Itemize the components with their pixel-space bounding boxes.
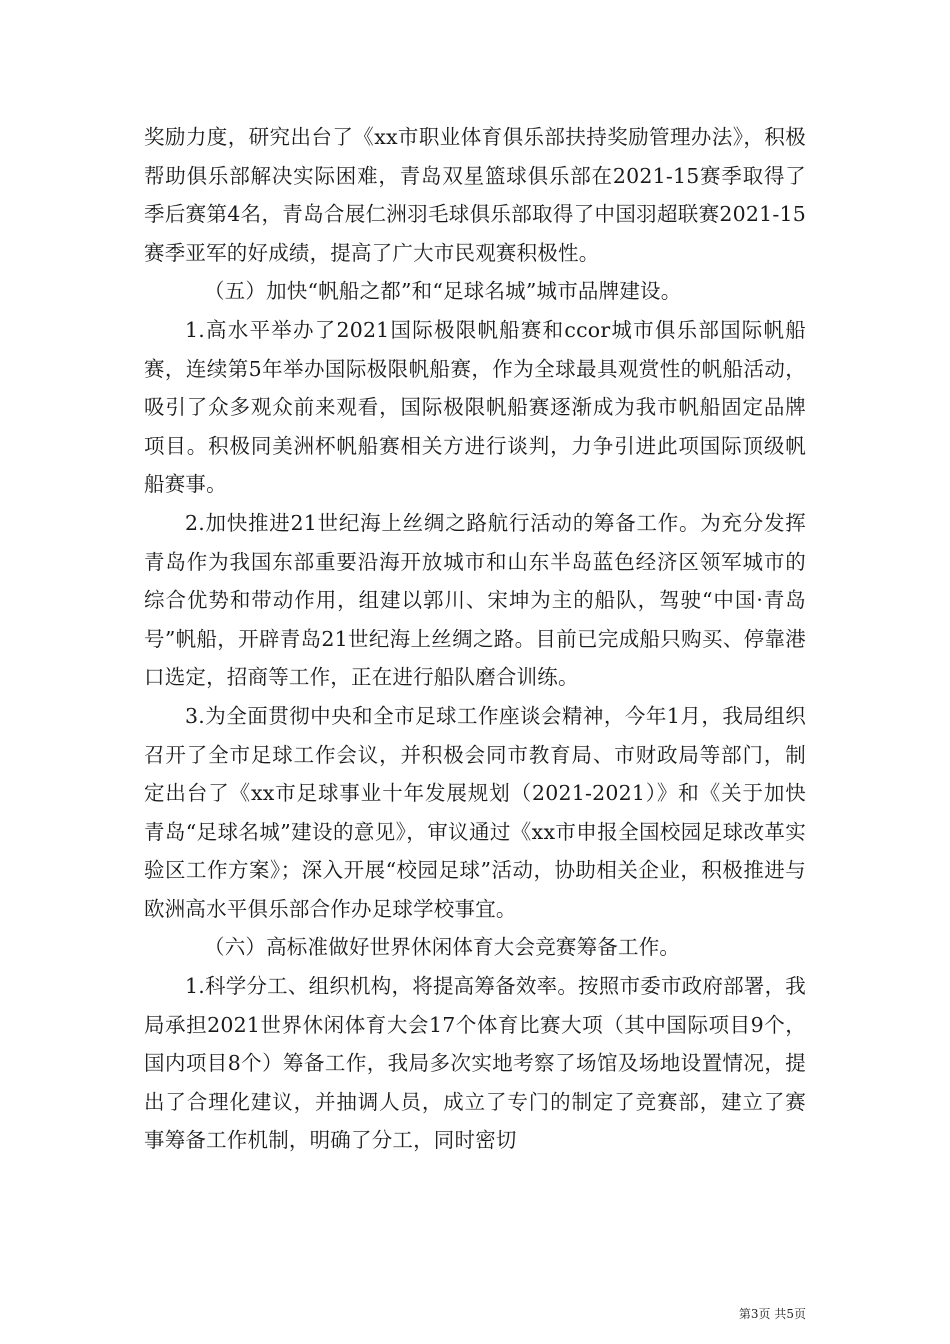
- paragraph-item-3: 3.为全面贯彻中央和全市足球工作座谈会精神，今年1月，我局组织召开了全市足球工作会议，并积极会同市教育局、市财政局等部门，制定出台了《xx市足球事业十年发展规划（2021-2021）》和《关于加快青岛“足球名城”建设的意见》，审议通过《xx市申报全国校园足球改革实验区工作方案》；深入开展“校园足球”活动，协助相关企业，积极推进与欧洲高水平俱乐部合作办足球学校事宜。: [144, 703, 806, 921]
- document-page: [144, 118, 806, 1160]
- section-heading-five: （五）加快“帆船之都”和“足球名城”城市品牌建设。: [204, 279, 682, 304]
- page-number-footer: 第3页 共5页: [738, 1307, 806, 1321]
- paragraph-item-1-six: 1.科学分工、组织机构，将提高筹备效率。按照市委市政府部署，我局承担2021世界休闲体育大会17个体育比赛大项（其中国际项目9个，国内项目8个）筹备工作，我局多次实地考察了场馆及场地设置情况，提出了合理化建议，并抽调人员，成立了专门的制定了竞赛部，建立了赛事筹备工作机制，明确了分工，同时密切: [144, 974, 806, 1153]
- paragraph-item-1: 1.高水平举办了2021国际极限帆船赛和ccor城市俱乐部国际帆船赛，连续第5年举办国际极限帆船赛，作为全球最具观赏性的帆船活动，吸引了众多观众前来观看，国际极限帆船赛逐渐成为我市帆船固定品牌项目。积极同美洲杯帆船赛相关方进行谈判，力争引进此项国际顶级帆船赛事。: [144, 317, 806, 497]
- paragraph-item-2: 2.加快推进21世纪海上丝绸之路航行活动的筹备工作。为充分发挥青岛作为我国东部重要沿海开放城市和山东半岛蓝色经济区领军城市的综合优势和带动作用，组建以郭川、宋坤为主的船队，驾驶“中国·青岛号”帆船，开辟青岛21世纪海上丝绸之路。目前已完成船只购买、停靠港口选定，招商等工作，正在进行船队磨合训练。: [144, 510, 806, 690]
- section-heading-six: （六）高标准做好世界休闲体育大会竞赛筹备工作。: [204, 935, 681, 960]
- paragraph-continuation: 奖励力度，研究出台了《xx市职业体育俱乐部扶持奖励管理办法》，积极帮助俱乐部解决实际困难，青岛双星篮球俱乐部在2021-15赛季取得了季后赛第4名，青岛合展仁洲羽毛球俱乐部取得了中国羽超联赛2021-15赛季亚军的好成绩，提高了广大市民观赛积极性。: [144, 125, 806, 265]
